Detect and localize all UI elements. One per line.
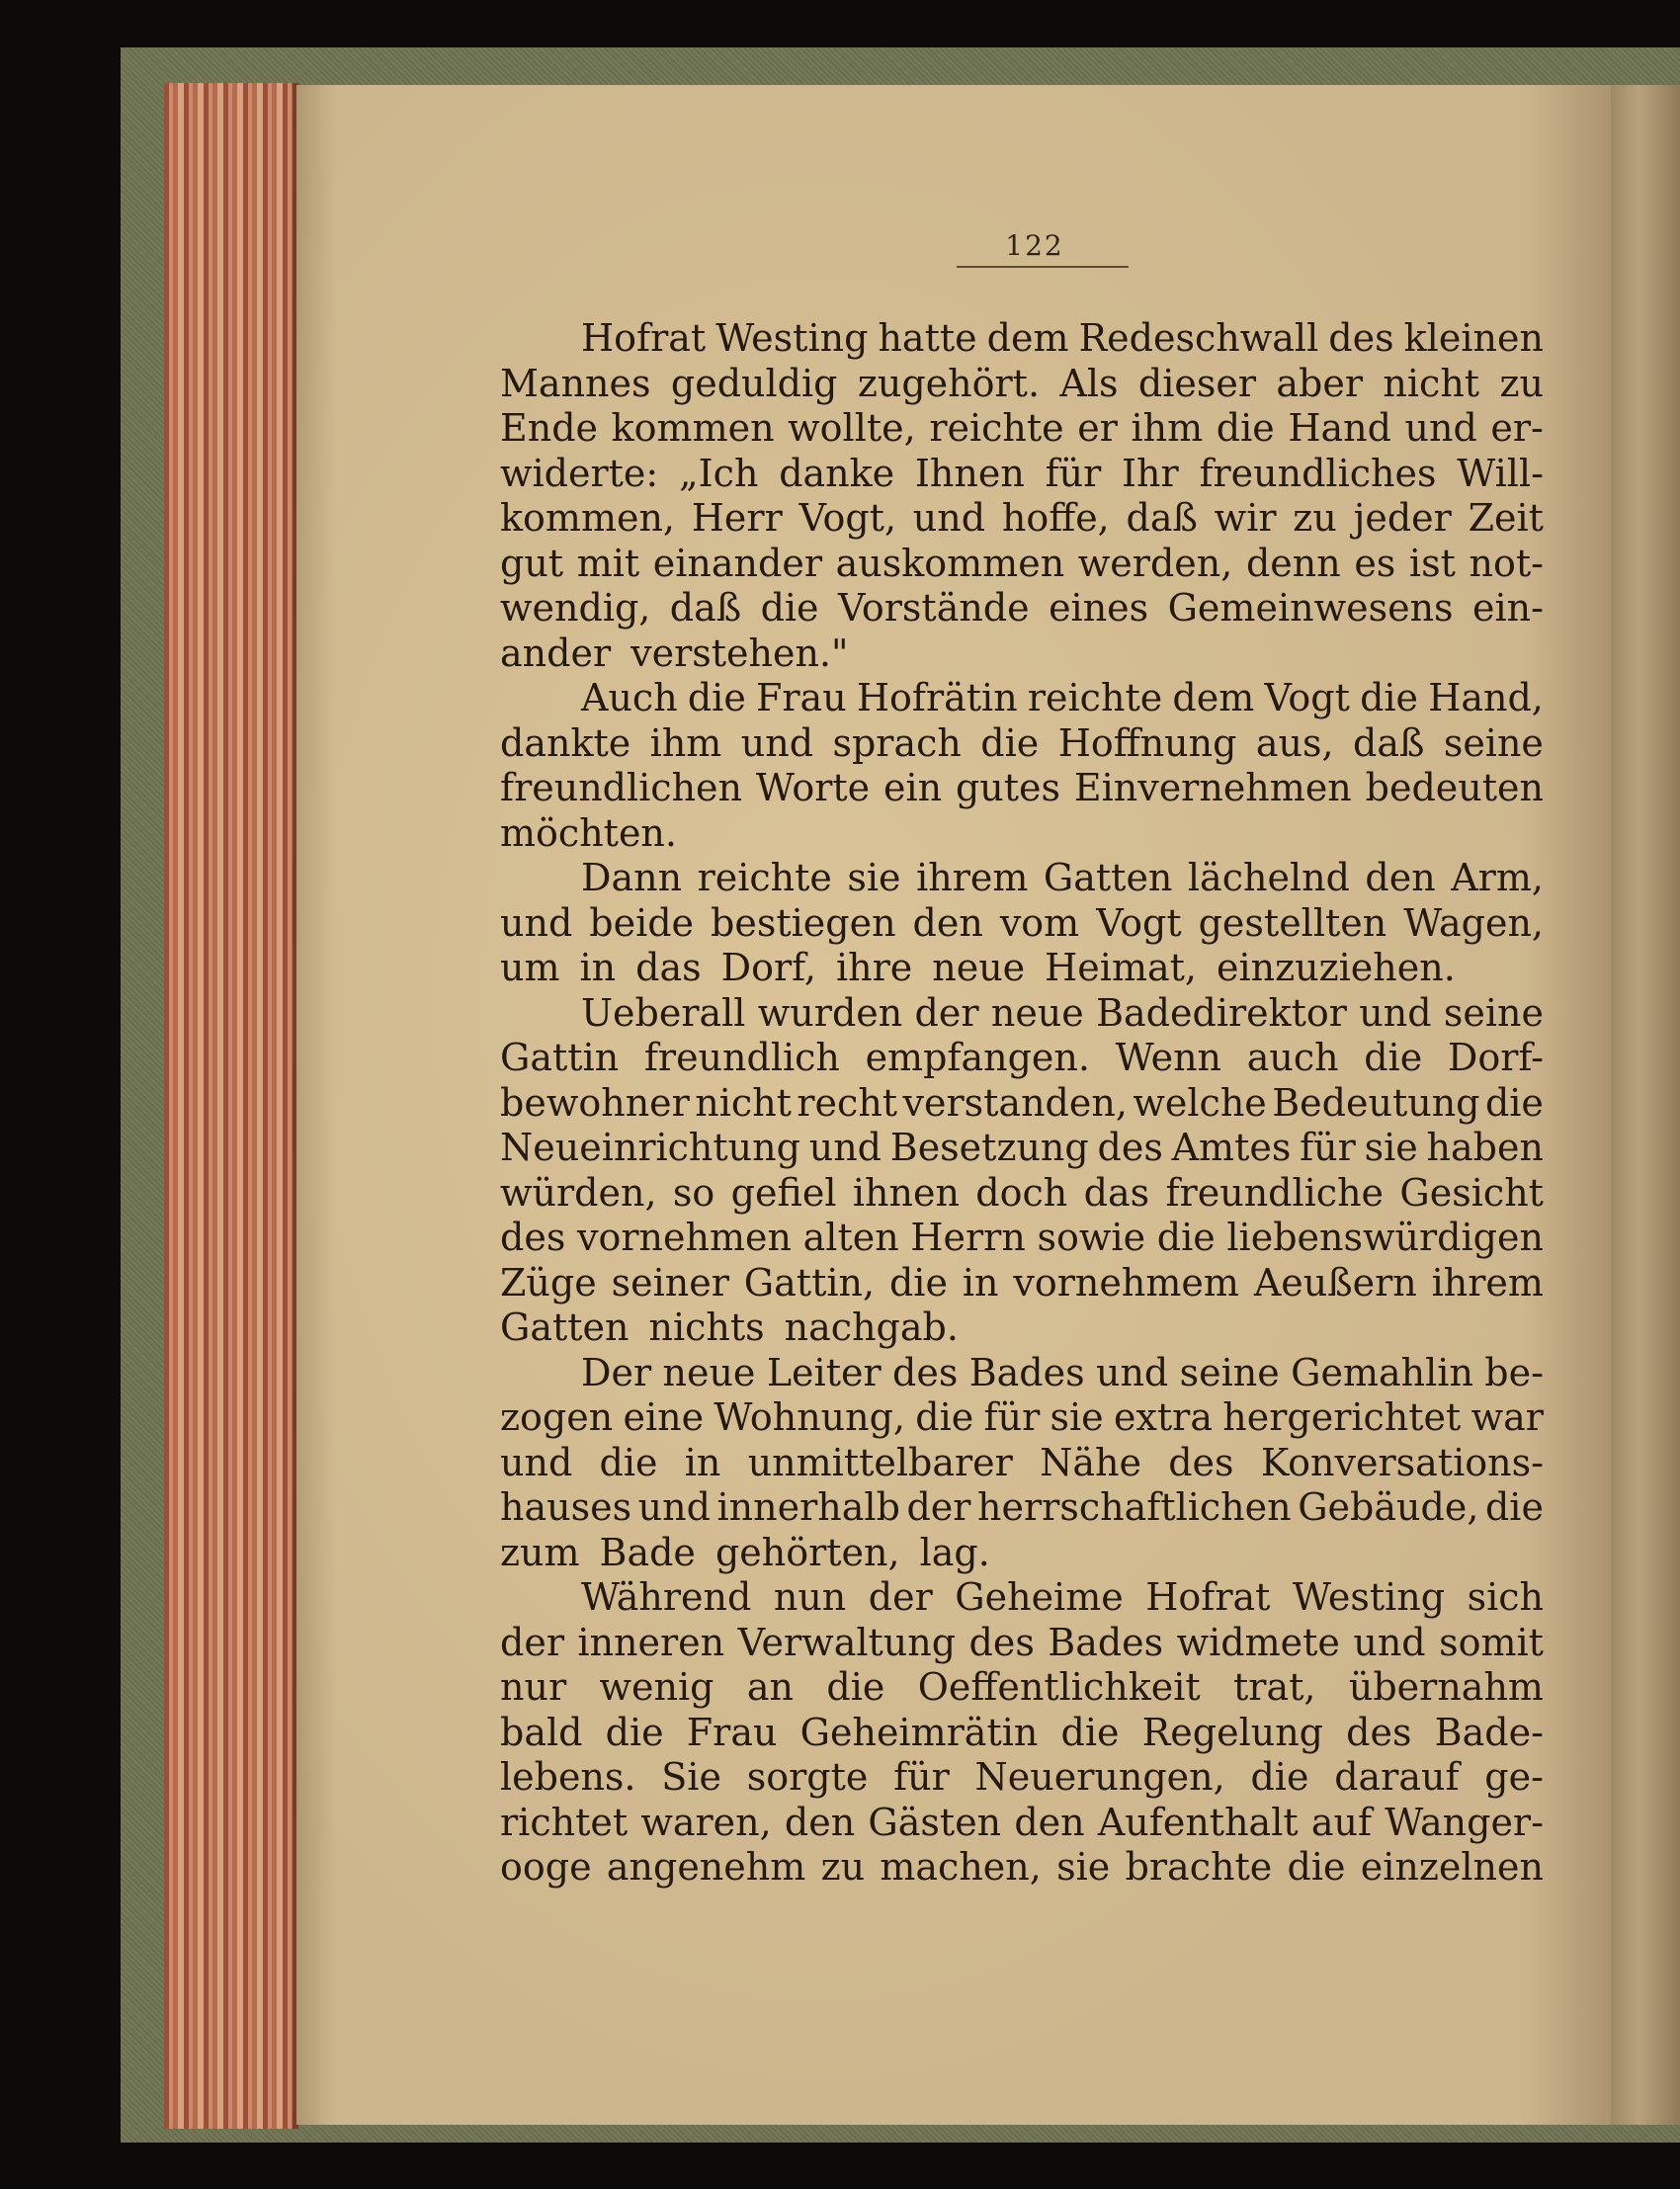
text-line: freundlichen Worte ein gutes Einvernehmen bedeuten	[500, 766, 1544, 809]
text-line: der inneren Verwaltung des Bades widmete und somit	[500, 1620, 1544, 1664]
text-line: dankte ihm und sprach die Hoffnung aus, daß seine	[500, 720, 1544, 765]
text-line: wendig, daß die Vorstände eines Gemeinwesens ein-	[500, 586, 1544, 630]
text-line: kommen, Herr Vogt, und hoffe, daß wir zu jeder Zeit	[500, 496, 1544, 540]
text-line: bald die Frau Geheimrätin die Regelung des Bade-	[500, 1710, 1544, 1754]
text-line: Dann reichte sie ihrem Gatten lächelnd den Arm,	[581, 856, 1544, 899]
page-number: 122	[1005, 229, 1064, 262]
text-line: hauses und innerhalb der herrschaftlichen Gebäude, die	[500, 1485, 1544, 1529]
facing-page-edge	[1611, 85, 1680, 2125]
text-line: zogen eine Wohnung, die für sie extra hergerichtet war	[500, 1395, 1544, 1439]
text-line: Mannes geduldig zugehört. Als dieser aber nicht zu	[500, 361, 1544, 405]
body-text	[500, 316, 1544, 1891]
text-line: Züge seiner Gattin, die in vornehmem Aeußern ihrem	[500, 1260, 1544, 1305]
text-line: ooge angenehm zu machen, sie brachte die einzelnen	[500, 1845, 1544, 1889]
text-line: Gatten nichts nachgab.	[500, 1305, 959, 1349]
page-edges	[164, 83, 296, 2129]
text-line: nur wenig an die Oeffentlichkeit trat, übernahm	[500, 1665, 1544, 1709]
text-line: widerte: „Ich danke Ihnen für Ihr freundliches Will-	[500, 451, 1544, 495]
text-line: und die in unmittelbarer Nähe des Konversations-	[500, 1440, 1544, 1484]
text-line: Während nun der Geheime Hofrat Westing sich	[581, 1575, 1544, 1619]
page-number-rule	[957, 266, 1129, 268]
text-line: richtet waren, den Gästen den Aufenthalt auf Wanger-	[500, 1800, 1544, 1844]
text-line: bewohner nicht recht verstanden, welche Bedeutung die	[500, 1080, 1544, 1125]
text-line: Auch die Frau Hofrätin reichte dem Vogt die Hand,	[581, 676, 1544, 719]
text-line: Gattin freundlich empfangen. Wenn auch die Dorf-	[500, 1036, 1544, 1079]
text-line: Hofrat Westing hatte dem Redeschwall des kleinen	[581, 316, 1544, 360]
text-line: würden, so gefiel ihnen doch das freundliche Gesicht	[500, 1170, 1544, 1215]
text-line: gut mit einander auskommen werden, denn es ist not-	[500, 541, 1544, 585]
text-line: Neueinrichtung und Besetzung des Amtes für sie haben	[500, 1126, 1544, 1169]
text-line: ander verstehen."	[500, 631, 849, 675]
text-line: Ueberall wurden der neue Badedirektor und seine	[581, 990, 1544, 1035]
text-line: Ende kommen wollte, reichte er ihm die Hand und er-	[500, 406, 1544, 450]
text-line: Der neue Leiter des Bades und seine Gemahlin be-	[581, 1350, 1544, 1394]
text-line: und beide bestiegen den vom Vogt gestellten Wagen,	[500, 900, 1544, 945]
text-line: möchten.	[500, 810, 677, 855]
text-line: des vornehmen alten Herrn sowie die liebenswürdigen	[500, 1216, 1544, 1259]
text-line: um in das Dorf, ihre neue Heimat, einzuziehen.	[500, 946, 1456, 989]
text-line: zum Bade gehörten, lag.	[500, 1530, 990, 1574]
text-line: lebens. Sie sorgte für Neuerungen, die darauf ge-	[500, 1755, 1544, 1799]
